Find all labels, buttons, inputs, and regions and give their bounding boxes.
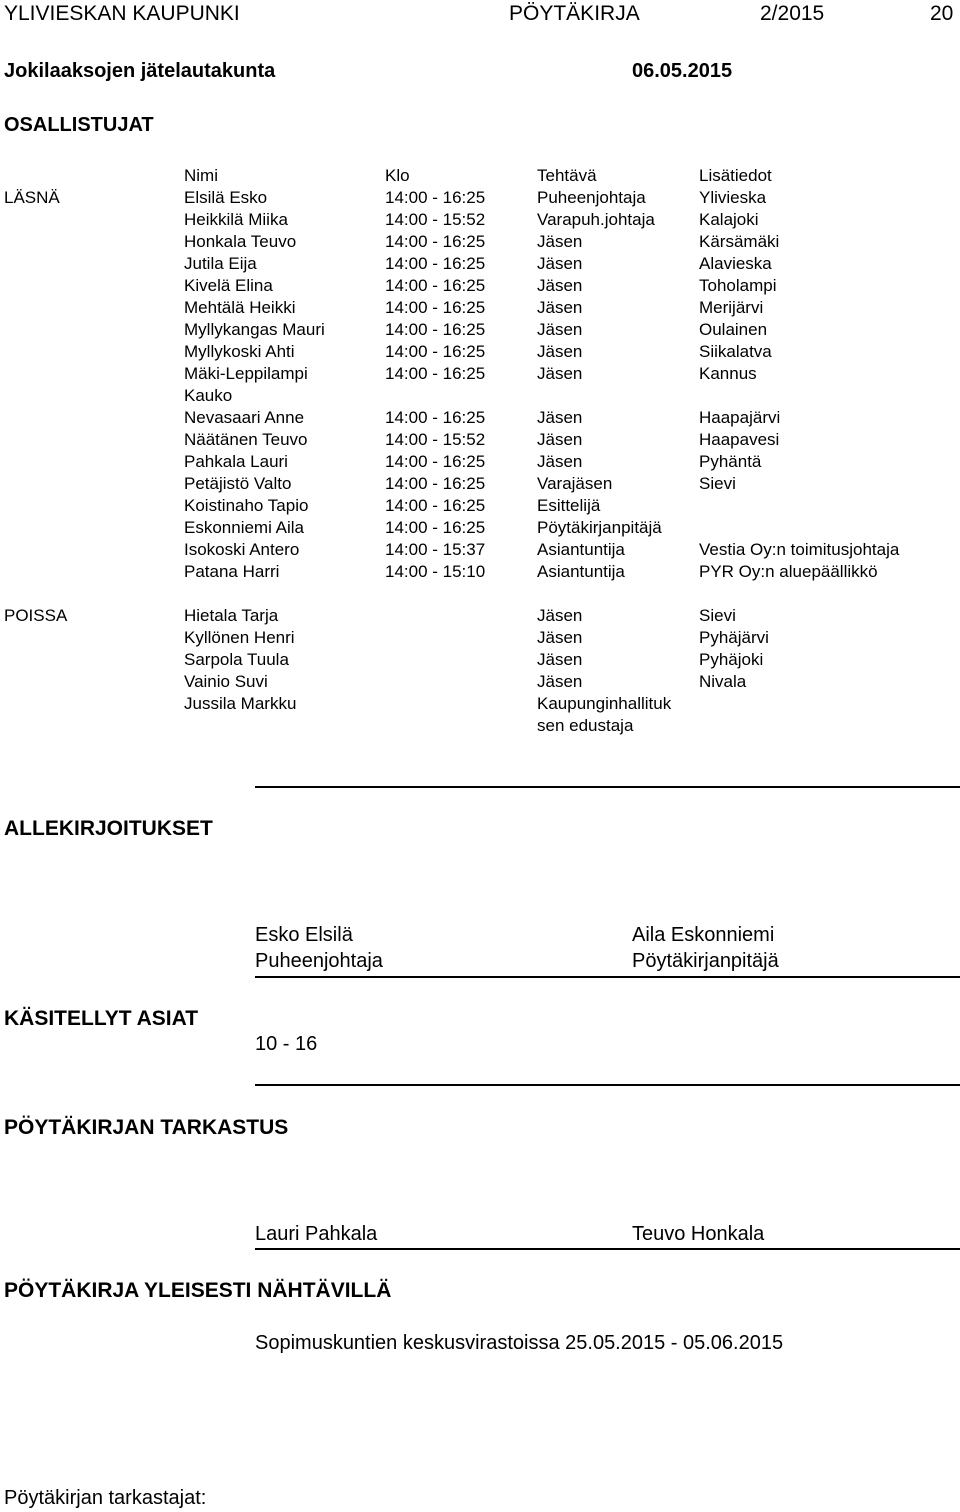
absent-row	[0, 628, 960, 650]
participant-info: Haapavesi	[699, 430, 780, 449]
divider	[255, 786, 960, 788]
present-row-continuation	[0, 386, 960, 408]
present-row	[0, 276, 960, 298]
participant-name: Honkala Teuvo	[184, 232, 297, 251]
present-row	[0, 320, 960, 342]
participant-info: Oulainen	[699, 320, 768, 339]
participant-name: Jussila Markku	[184, 694, 297, 713]
chair-name: Esko Elsilä	[255, 924, 353, 946]
participant-time: 14:00 - 15:10	[385, 562, 486, 581]
secretary-title: Pöytäkirjanpitäjä	[632, 950, 779, 972]
present-row	[0, 342, 960, 364]
participant-time: 14:00 - 16:25	[385, 276, 486, 295]
participant-time: 14:00 - 16:25	[385, 342, 486, 361]
participant-name: Kivelä Elina	[184, 276, 273, 295]
participant-time: 14:00 - 15:37	[385, 540, 486, 559]
participant-role: Jäsen	[537, 430, 583, 449]
participant-time: 14:00 - 16:25	[385, 364, 486, 383]
participant-name: Petäjistö Valto	[184, 474, 292, 493]
col-header-role: Tehtävä	[537, 166, 597, 185]
col-header-info: Lisätiedot	[699, 166, 772, 185]
participant-name: Myllykoski Ahti	[184, 342, 295, 361]
participant-time: 14:00 - 16:25	[385, 496, 486, 515]
participant-info: Kärsämäki	[699, 232, 780, 251]
participant-role: Asiantuntija	[537, 540, 625, 559]
absent-row	[0, 672, 960, 694]
participant-role: Jäsen	[537, 606, 583, 625]
participant-time: 14:00 - 16:25	[385, 188, 486, 207]
participant-time: 14:00 - 16:25	[385, 298, 486, 317]
review-title: PÖYTÄKIRJAN TARKASTUS	[4, 1116, 289, 1139]
signatures-title: ALLEKIRJOITUKSET	[4, 817, 213, 840]
participant-info: Nivala	[699, 672, 747, 691]
participant-info: Pyhäjärvi	[699, 628, 769, 647]
reviewer-2: Teuvo Honkala	[632, 1223, 765, 1245]
participant-role: Jäsen	[537, 320, 583, 339]
present-row	[0, 298, 960, 320]
absent-row	[0, 650, 960, 672]
divider	[255, 976, 960, 978]
participant-role-continuation: sen edustaja	[537, 716, 634, 735]
public-title: PÖYTÄKIRJA YLEISESTI NÄHTÄVILLÄ	[4, 1279, 392, 1302]
participant-role: Jäsen	[537, 452, 583, 471]
page-number: 20	[930, 2, 954, 25]
participant-name: Vainio Suvi	[184, 672, 268, 691]
participant-role: Pöytäkirjanpitäjä	[537, 518, 662, 537]
committee-name: Jokilaaksojen jätelautakunta	[4, 60, 276, 82]
participant-role: Jäsen	[537, 342, 583, 361]
present-row	[0, 408, 960, 430]
col-header-name: Nimi	[184, 166, 218, 185]
participant-info: Kalajoki	[699, 210, 759, 229]
present-row	[0, 540, 960, 562]
items-title: KÄSITELLYT ASIAT	[4, 1007, 199, 1030]
participant-info: PYR Oy:n aluepäällikkö	[699, 562, 878, 581]
participant-info: Vestia Oy:n toimitusjohtaja	[699, 540, 900, 559]
participant-name: Mäki-Leppilampi	[184, 364, 308, 383]
present-row	[0, 364, 960, 386]
participant-name: Heikkilä Miika	[184, 210, 288, 229]
absent-row-continuation	[0, 716, 960, 738]
participant-time: 14:00 - 16:25	[385, 254, 486, 273]
participant-time: 14:00 - 15:52	[385, 430, 486, 449]
participant-name: Kyllönen Henri	[184, 628, 295, 647]
meeting-date: 06.05.2015	[632, 60, 733, 82]
participant-name: Myllykangas Mauri	[184, 320, 325, 339]
participant-name: Isokoski Antero	[184, 540, 300, 559]
participant-role: Jäsen	[537, 254, 583, 273]
participant-role: Asiantuntija	[537, 562, 625, 581]
absent-label: POISSA	[4, 606, 68, 625]
present-row	[0, 210, 960, 232]
chair-title: Puheenjohtaja	[255, 950, 383, 972]
participant-role: Esittelijä	[537, 496, 601, 515]
participant-name: Koistinaho Tapio	[184, 496, 309, 515]
public-text: Sopimuskuntien keskusvirastoissa 25.05.2015 - 05.06.2015	[255, 1332, 784, 1354]
participant-name: Eskonniemi Aila	[184, 518, 305, 537]
present-row	[0, 452, 960, 474]
participant-name-continuation: Kauko	[184, 386, 233, 405]
participant-name: Nevasaari Anne	[184, 408, 305, 427]
participant-role: Jäsen	[537, 672, 583, 691]
participant-name: Mehtälä Heikki	[184, 298, 296, 317]
participant-info: Haapajärvi	[699, 408, 781, 427]
participant-info: Ylivieska	[699, 188, 767, 207]
participant-time: 14:00 - 15:52	[385, 210, 486, 229]
participant-name: Hietala Tarja	[184, 606, 279, 625]
divider	[255, 1084, 960, 1086]
participant-info: Alavieska	[699, 254, 772, 273]
participant-info: Sievi	[699, 606, 736, 625]
participant-info: Kannus	[699, 364, 757, 383]
participant-info: Pyhäntä	[699, 452, 762, 471]
participant-role: Varapuh.johtaja	[537, 210, 655, 229]
present-row	[0, 562, 960, 584]
participant-name: Patana Harri	[184, 562, 280, 581]
participant-role: Puheenjohtaja	[537, 188, 646, 207]
participant-time: 14:00 - 16:25	[385, 408, 486, 427]
items-value: 10 - 16	[255, 1033, 318, 1055]
participant-name: Jutila Eija	[184, 254, 257, 273]
present-row	[0, 474, 960, 496]
participant-role: Jäsen	[537, 298, 583, 317]
participant-role: Jäsen	[537, 232, 583, 251]
participant-role: Jäsen	[537, 364, 583, 383]
absent-row	[0, 694, 960, 716]
absent-row	[0, 606, 960, 628]
participant-name: Elsilä Esko	[184, 188, 268, 207]
present-row	[0, 518, 960, 540]
secretary-name: Aila Eskonniemi	[632, 924, 775, 946]
participant-name: Näätänen Teuvo	[184, 430, 308, 449]
participant-time: 14:00 - 16:25	[385, 320, 486, 339]
doc-type: PÖYTÄKIRJA	[509, 2, 640, 25]
participants-title: OSALLISTUJAT	[4, 114, 154, 136]
participant-role: Jäsen	[537, 628, 583, 647]
present-row	[0, 254, 960, 276]
divider	[255, 1248, 960, 1250]
participant-info: Siikalatva	[699, 342, 772, 361]
participant-name: Pahkala Lauri	[184, 452, 288, 471]
participants-header-row	[0, 166, 960, 188]
col-header-time: Klo	[385, 166, 410, 185]
participant-info: Merijärvi	[699, 298, 764, 317]
participant-time: 14:00 - 16:25	[385, 518, 486, 537]
participant-role: Jäsen	[537, 650, 583, 669]
participant-role: Jäsen	[537, 408, 583, 427]
participant-role: Kaupunginhallituk	[537, 694, 672, 713]
participant-role: Jäsen	[537, 276, 583, 295]
city-name: YLIVIESKAN KAUPUNKI	[4, 2, 240, 25]
participant-info: Sievi	[699, 474, 736, 493]
present-row	[0, 496, 960, 518]
present-row	[0, 430, 960, 452]
participant-time: 14:00 - 16:25	[385, 232, 486, 251]
participant-time: 14:00 - 16:25	[385, 474, 486, 493]
participant-time: 14:00 - 16:25	[385, 452, 486, 471]
participant-name: Sarpola Tuula	[184, 650, 289, 669]
present-row	[0, 232, 960, 254]
reviewer-1: Lauri Pahkala	[255, 1223, 378, 1245]
participant-role: Varajäsen	[537, 474, 613, 493]
doc-number: 2/2015	[760, 2, 825, 25]
participant-info: Toholampi	[699, 276, 777, 295]
reviewers-label: Pöytäkirjan tarkastajat:	[4, 1487, 207, 1509]
participant-info: Pyhäjoki	[699, 650, 764, 669]
present-row	[0, 188, 960, 210]
present-label: LÄSNÄ	[4, 188, 60, 207]
